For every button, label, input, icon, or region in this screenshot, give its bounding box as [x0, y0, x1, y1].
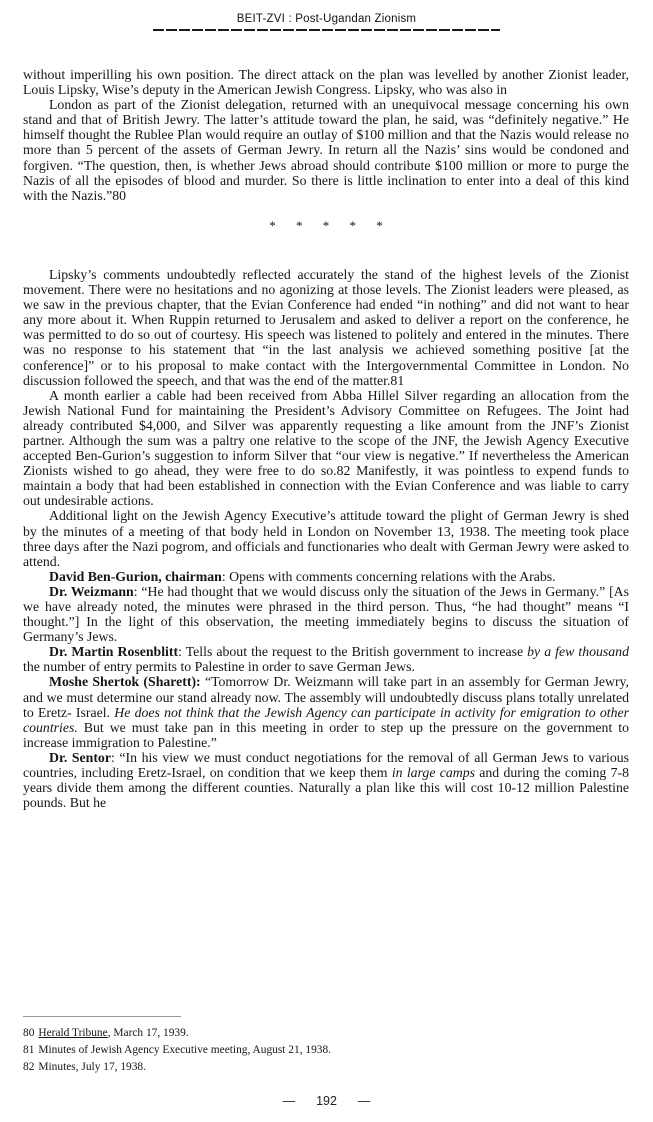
footnote — [23, 1044, 629, 1058]
paragraph-london-delegation — [23, 97, 629, 203]
text-run: without imperilling his own position. The direct attack on the plan was levelled by another Zionist leader, Louis Lipsky, Wise’s deputy in the American Jewish Congress. Lipsky, who was also in — [23, 67, 629, 98]
footnote-number: 80 — [23, 1027, 35, 1039]
section-break-stars: * * * * * — [269, 217, 383, 233]
footer-right-dash: — — [357, 1094, 371, 1108]
text-run: Herald Tribune — [38, 1027, 108, 1039]
text-run: Minutes of Jewish Agency Executive meeting, August 21, 1938. — [38, 1044, 332, 1057]
paragraph-month-earlier-cable — [23, 388, 629, 509]
speech-rosenblitt — [23, 644, 629, 674]
footnote-block — [23, 1016, 629, 1078]
text-run: Lipsky’s comments undoubtedly reflected accurately the stand of the highest levels of the Zionist movement. There were no hesitations and no agonizing at those levels. The Zionist leaders were pleased, as we saw in the previous chapter, that the Evian Conference had ended “in nothing” and did not want to hear any more about it. When Ruppin returned to Jerusalem and asked to deliver a report on the conference, he was permitted to do so out of courtesy. His speech was listened to politely and entered in the minutes. There was no response to his statement that “in the last analysis we achieved something positive [at the conference]” or to his proposal to make contact with the Intergovernmental Committee in London. No discussion followed the speech, and that was the end of the matter.81 — [23, 266, 629, 388]
text-run: : Tells about the request to the British government to increase — [178, 644, 528, 660]
footnote — [23, 1061, 629, 1075]
paragraph-continuation-lipsky — [23, 67, 629, 97]
footnote-number: 82 — [23, 1061, 35, 1074]
text-run: Moshe Shertok (Sharett): — [49, 674, 201, 690]
footer-left-dash: — — [282, 1094, 296, 1108]
footnote-rule — [23, 1016, 181, 1017]
text-run: : Opens with comments concerning relations with the Arabs. — [221, 568, 556, 584]
text-run: London as part of the Zionist delegation, returned with an unequivocal message concerning his own stand and that of British Jewry. The latter’s attitude toward the plan, he said, was “definitely negative.” He himself thought the Rublee Plan would require an outlay of $100 million and that the Nazis would release no more than 5 percent of the assets of German Jewry. In return all the Nazis’ sins would be condoned and forgiven. “The question, then, is whether Jews abroad should contribute $100 million or more to purge the Nazis of all the episodes of blood and murder. So there is little inclination to enter into a deal of this kind with the Nazis.”80 — [23, 97, 629, 203]
text-run: and during the coming 7-8 years divide them among the different counties. Naturally a plan like this will cost 10-12 million Palestine pounds. But he — [23, 765, 629, 811]
speech-sentor — [23, 750, 629, 810]
page-number: 192 — [316, 1094, 337, 1108]
paragraph-additional-light — [23, 508, 629, 568]
running-header — [0, 0, 653, 31]
speech-ben-gurion — [23, 569, 629, 584]
text-run: Dr. Weizmann — [49, 583, 134, 599]
speech-weizmann — [23, 584, 629, 644]
text-run: He does not think that the Jewish Agency can participate in activity for emigration to other countries. — [23, 704, 629, 735]
text-run: Minutes, July 17, 1938. — [38, 1061, 146, 1074]
text-run: A month earlier a cable had been received from Abba Hillel Silver regarding an allocation from the Jewish National Fund for maintaining the President’s Advisory Committee on Refugees. The Joint had already contributed $4,000, and Silver was apparently requesting a like amount from the JNF’s Zionist partner. Although the sum was a paltry one relative to the scope of the JNF, the Jewish Agency Executive accepted Ben-Gurion’s suggestion to inform Silver that “our view is negative.” If nevertheless the American Zionists wished to go ahead, they were free to do so.82 Manifestly, it was pointless to expend funds to maintain a body that had been established in connection with the Evian Conference and was liable to carry out undesirable actions. — [23, 387, 629, 509]
text-run: : “He had thought that we would discuss only the situation of the Jews in Germany.” [As we have already noted, the minutes were phrased in the third person. Thus, “he had thought” means “I thought.”] In the light of this observation, the meeting immediately begins to discuss the situation of Germany’s Jews. — [23, 583, 629, 645]
text-run: Additional light on the Jewish Agency Executive’s attitude toward the plight of German Jewry is shed by the minutes of a meeting of that body held in London on November 13, 1938. The meeting took place three days after the Nazi pogrom, and officials and functionaries who dealt with German Jewry were asked to attend. — [23, 508, 629, 569]
text-run: Dr. Sentor — [49, 749, 111, 765]
text-run: by a few thousand — [527, 644, 629, 660]
footnote-number: 81 — [23, 1044, 35, 1057]
speech-shertok — [23, 674, 629, 749]
text-run: the number of entry permits to Palestine in order to save German Jews. — [23, 659, 415, 675]
page-body — [0, 31, 653, 810]
page-footer — [0, 1094, 653, 1108]
text-run: But we must take pan in this meeting in order to step up the pressure on the government to increase immigration to Palestine.” — [23, 719, 629, 750]
footnotes-list — [23, 1027, 629, 1075]
text-run: : “In his view we must conduct negotiations for the removal of all German Jews to various countries, including Eretz-Israel, on condition that we keep them — [23, 749, 629, 781]
text-run: , March 17, 1939. — [107, 1027, 189, 1039]
paragraph-lipskys-comments — [23, 267, 629, 388]
text-run: Dr. Martin Rosenblitt — [49, 644, 179, 660]
text-run: “Tomorrow Dr. Weizmann will take part in an assembly for German Jewry, and we must determine our stand already now. The assembly will undoubtedly discuss plans totally unrelated to Eretz- Israel. — [23, 674, 629, 720]
text-run: in large camps — [391, 765, 475, 781]
running-header-title: BEIT-ZVI : Post-Ugandan Zionism — [236, 13, 417, 25]
footnote — [23, 1027, 629, 1041]
text-run: David Ben-Gurion, chairman — [49, 568, 222, 584]
